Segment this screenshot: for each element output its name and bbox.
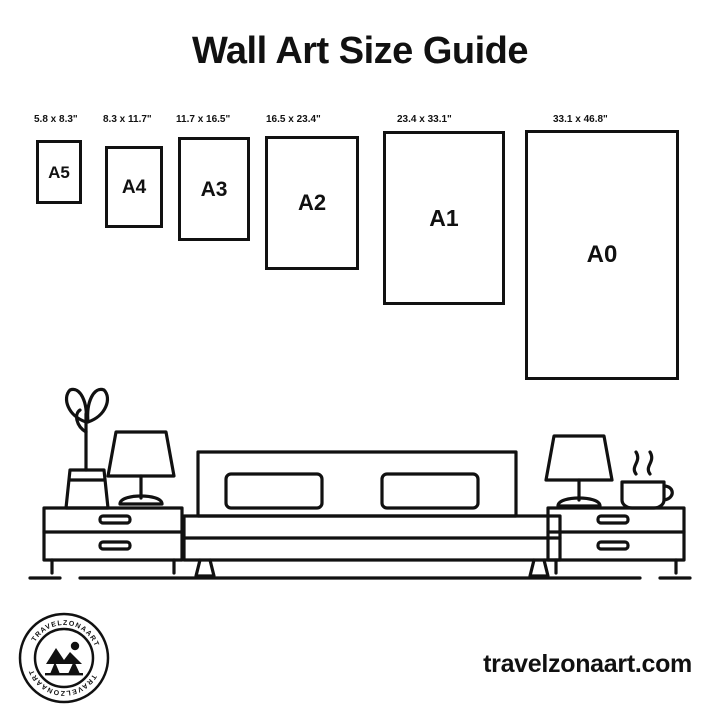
frame-size-row bbox=[0, 110, 720, 400]
logo-text-top: TRAVELZONAART bbox=[30, 619, 100, 649]
frame-item-a0 bbox=[520, 110, 710, 400]
brand-logo-svg bbox=[18, 612, 110, 704]
page-title: Wall Art Size Guide bbox=[191, 30, 529, 72]
nightstand-right bbox=[548, 508, 684, 573]
coffee-cup bbox=[622, 452, 672, 508]
frame-dimension-a0: 33.1 x 46.8" bbox=[553, 114, 608, 125]
bedroom-illustration-svg bbox=[0, 370, 720, 610]
frame-dimension-a3: 11.7 x 16.5" bbox=[176, 114, 231, 125]
frame-dimension-a5: 5.8 x 8.3" bbox=[34, 114, 78, 125]
bed bbox=[184, 452, 560, 576]
frame-label-a2: A2 bbox=[297, 190, 327, 215]
bedroom-scene bbox=[0, 370, 720, 610]
frame-label-a3: A3 bbox=[200, 177, 228, 201]
website-url: travelzonaart.com bbox=[483, 650, 692, 678]
nightstand-left bbox=[44, 508, 182, 573]
vase-with-plant bbox=[66, 389, 108, 508]
frame-dimension-a4: 8.3 x 11.7" bbox=[103, 114, 152, 125]
frame-box-a5 bbox=[36, 140, 82, 204]
frame-label-a1: A1 bbox=[429, 204, 459, 231]
table-lamp-left bbox=[108, 432, 174, 504]
frame-box-a1 bbox=[383, 131, 505, 305]
brand-logo bbox=[18, 612, 110, 704]
frame-box-a3 bbox=[178, 137, 250, 241]
table-lamp-right bbox=[546, 436, 612, 506]
frame-label-a0: A0 bbox=[586, 241, 618, 268]
frame-label-a5: A5 bbox=[48, 162, 70, 182]
frame-label-a4: A4 bbox=[121, 176, 147, 198]
frame-box-a2 bbox=[265, 136, 359, 270]
frame-box-a0 bbox=[525, 130, 679, 380]
frame-box-a4 bbox=[105, 146, 163, 228]
logo-text-bottom: TRAVELZONAART bbox=[28, 667, 98, 697]
frame-dimension-a1: 23.4 x 33.1" bbox=[397, 114, 452, 125]
frame-dimension-a2: 16.5 x 23.4" bbox=[266, 114, 321, 125]
